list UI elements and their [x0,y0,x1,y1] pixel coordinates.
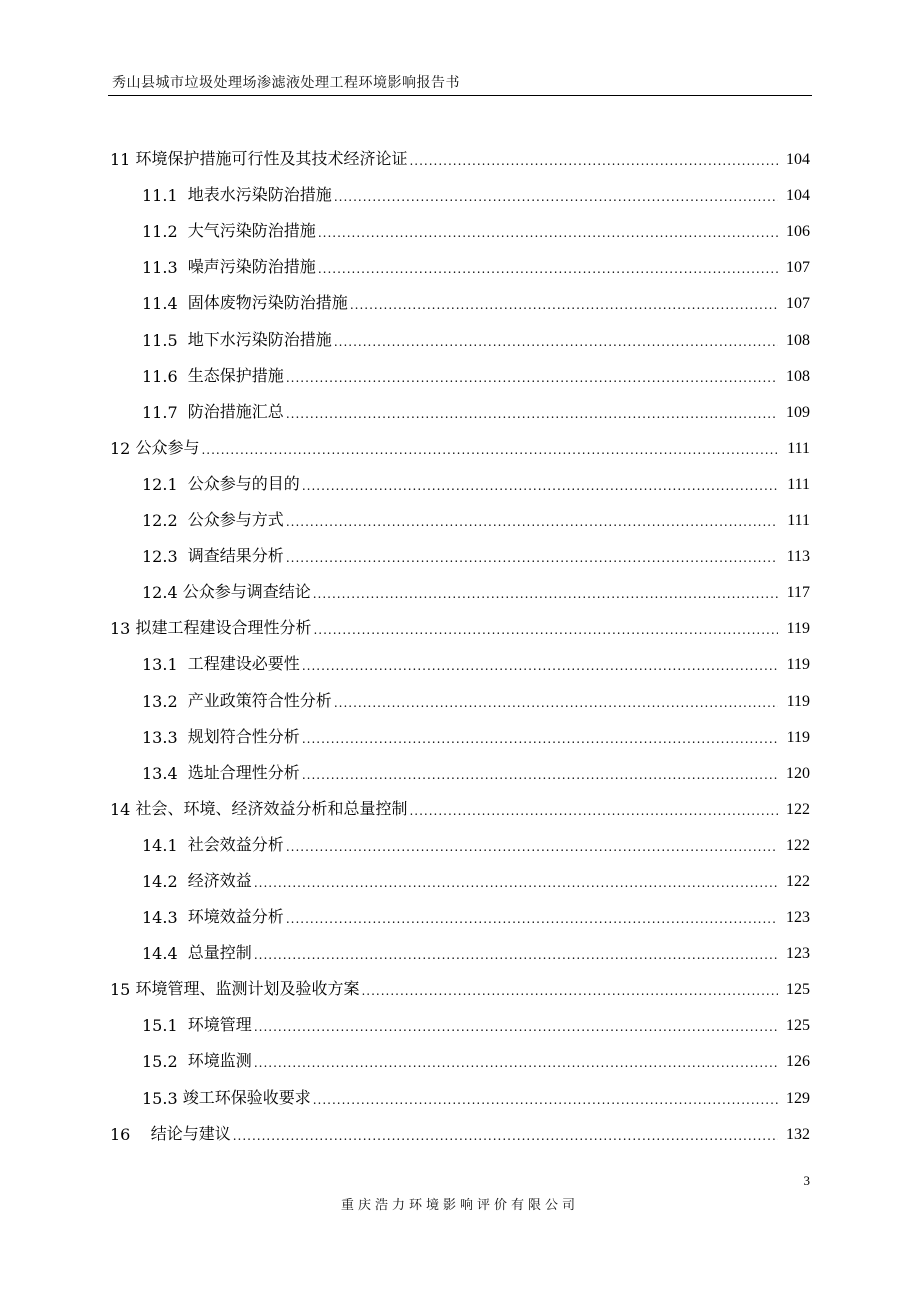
toc-entry-page: 119 [786,692,810,710]
toc-entry-number: 16 [110,1124,151,1144]
toc-entry-number: 15.3 [142,1088,183,1108]
toc-entry[interactable] [110,602,810,638]
toc-entry-title: 规划符合性分析 [187,726,300,746]
toc-entry-number: 14 [110,799,136,819]
toc-entry-number: 11.3 [142,258,188,278]
toc-entry[interactable] [110,386,810,422]
table-of-contents [110,133,810,1144]
toc-entry-title: 结论与建议 [150,1123,231,1143]
toc-entry-number: 13.2 [142,691,188,711]
toc-entry-number: 11.7 [142,402,188,422]
toc-leader-dots [302,658,778,674]
toc-entry-page: 107 [786,295,810,313]
toc-entry-title: 拟建工程建设合理性分析 [135,618,312,638]
toc-entry[interactable] [110,855,810,891]
toc-entry-title: 选址合理性分析 [187,762,300,782]
toc-entry-title: 经济效益 [187,870,252,890]
toc-entry-page: 122 [786,836,810,854]
toc-leader-dots [302,478,778,494]
toc-leader-dots [201,442,778,458]
toc-leader-dots [302,731,778,747]
toc-entry-page: 119 [786,656,810,674]
toc-entry[interactable] [110,999,810,1035]
toc-entry-title: 产业政策符合性分析 [187,690,332,710]
toc-entry-title: 噪声污染防治措施 [187,257,316,277]
toc-entry-number: 13.4 [142,763,188,783]
toc-entry-page: 107 [786,259,810,277]
toc-entry-number: 13 [110,619,136,639]
toc-entry-title: 工程建设必要性 [187,654,300,674]
toc-entry-title: 防治措施汇总 [187,401,284,421]
toc-entry[interactable] [110,566,810,602]
toc-leader-dots [254,1019,778,1035]
toc-entry-page: 120 [786,764,810,782]
header-divider [108,95,812,96]
toc-leader-dots [334,334,778,350]
toc-entry-title: 社会、环境、经济效益分析和总量控制 [135,798,408,818]
toc-entry[interactable] [110,241,810,277]
toc-entry-number: 11.1 [142,186,188,206]
toc-entry-number: 15.2 [142,1052,188,1072]
toc-leader-dots [361,983,778,999]
toc-entry-title: 总量控制 [187,943,252,963]
toc-leader-dots [286,550,778,566]
toc-leader-dots [286,406,778,422]
toc-entry[interactable] [110,350,810,386]
toc-leader-dots [286,514,778,530]
toc-entry-number: 13.1 [142,655,188,675]
footer-company: 重庆浩力环境影响评价有限公司 [340,1198,579,1213]
toc-entry[interactable] [110,747,810,783]
toc-entry-title: 公众参与 [135,437,200,457]
toc-entry-title: 环境保护措施可行性及其技术经济论证 [135,149,408,169]
toc-leader-dots [302,767,778,783]
toc-entry-page: 108 [786,367,810,385]
toc-leader-dots [409,803,778,819]
toc-entry-number: 12.4 [142,583,183,603]
toc-leader-dots [254,1055,778,1071]
toc-leader-dots [313,1092,778,1108]
toc-entry[interactable] [110,963,810,999]
toc-entry-page: 119 [786,728,810,746]
toc-entry-number: 11.6 [142,366,188,386]
toc-entry-number: 13.3 [142,727,188,747]
toc-entry-title: 竣工环保验收要求 [182,1087,311,1107]
toc-entry-number: 14.4 [142,944,188,964]
toc-entry[interactable] [110,927,810,963]
running-header: 秀山县城市垃圾处理场渗滤液处理工程环境影响报告书 [112,75,460,91]
toc-entry[interactable] [110,1071,810,1107]
toc-leader-dots [334,695,778,711]
toc-entry-number: 12.2 [142,511,188,531]
toc-entry-page: 119 [786,620,810,638]
toc-entry-title: 生态保护措施 [187,365,284,385]
toc-leader-dots [409,153,778,169]
toc-entry-title: 固体废物污染防治措施 [187,293,348,313]
toc-entry-number: 11.4 [142,294,188,314]
toc-entry-page: 129 [786,1089,810,1107]
toc-entry-page: 104 [786,187,810,205]
toc-entry[interactable] [110,1108,810,1144]
toc-entry-page: 122 [786,872,810,890]
toc-entry[interactable] [110,819,810,855]
toc-entry-page: 104 [786,151,810,169]
toc-entry-number: 15 [110,980,136,1000]
toc-entry-page: 123 [786,945,810,963]
toc-entry-title: 大气污染防治措施 [187,221,316,241]
toc-entry-title: 环境管理 [187,1015,252,1035]
toc-leader-dots [350,297,778,313]
toc-leader-dots [313,586,778,602]
toc-entry-title: 地表水污染防治措施 [187,185,332,205]
toc-entry[interactable] [110,530,810,566]
toc-entry[interactable] [110,674,810,710]
toc-entry-number: 14.1 [142,835,188,855]
toc-entry-title: 公众参与方式 [187,510,284,530]
toc-entry-page: 125 [786,981,810,999]
toc-entry-page: 123 [786,909,810,927]
toc-entry[interactable] [110,277,810,313]
toc-entry[interactable] [110,891,810,927]
toc-entry-number: 14.3 [142,908,188,928]
toc-entry-number: 12.3 [142,547,188,567]
toc-entry-page: 117 [786,584,810,602]
toc-leader-dots [334,189,778,205]
toc-entry-number: 11.5 [142,330,188,350]
toc-entry-page: 111 [787,475,810,493]
toc-entry-page: 122 [786,800,810,818]
toc-leader-dots [286,911,778,927]
toc-leader-dots [313,622,778,638]
toc-entry-title: 公众参与的目的 [187,473,300,493]
toc-leader-dots [318,261,778,277]
toc-entry[interactable] [110,422,810,458]
toc-entry[interactable] [110,133,810,169]
toc-entry-number: 12.1 [142,474,188,494]
toc-entry-page: 111 [787,512,810,530]
toc-entry-page: 108 [786,331,810,349]
toc-leader-dots [233,1128,778,1144]
toc-entry-title: 环境效益分析 [187,907,284,927]
toc-entry[interactable] [110,458,810,494]
toc-entry-title: 地下水污染防治措施 [187,329,332,349]
toc-entry[interactable] [110,169,810,205]
toc-entry[interactable] [110,494,810,530]
toc-entry[interactable] [110,205,810,241]
toc-entry-title: 环境监测 [187,1051,252,1071]
toc-entry-title: 环境管理、监测计划及验收方案 [135,979,360,999]
toc-entry[interactable] [110,638,810,674]
toc-entry-number: 11 [110,150,136,170]
toc-entry[interactable] [110,1035,810,1071]
toc-entry-page: 126 [786,1053,810,1071]
toc-entry-page: 111 [787,439,810,457]
toc-entry-page: 125 [786,1017,810,1035]
toc-entry-title: 调查结果分析 [187,546,284,566]
toc-entry-page: 106 [786,223,810,241]
toc-entry-page: 109 [786,403,810,421]
toc-leader-dots [254,947,778,963]
toc-entry[interactable] [110,313,810,349]
page-number: 3 [803,1173,810,1188]
toc-entry-number: 14.2 [142,871,188,891]
toc-leader-dots [286,839,778,855]
toc-entry-page: 113 [786,548,810,566]
toc-leader-dots [318,225,778,241]
toc-leader-dots [286,370,778,386]
toc-entry-number: 11.2 [142,222,188,242]
toc-entry-page: 132 [786,1125,810,1143]
toc-entry-title: 社会效益分析 [187,834,284,854]
toc-leader-dots [254,875,778,891]
toc-entry[interactable] [110,783,810,819]
toc-entry-title: 公众参与调查结论 [182,582,311,602]
toc-entry-number: 15.1 [142,1016,188,1036]
toc-entry[interactable] [110,711,810,747]
toc-entry-number: 12 [110,438,136,458]
